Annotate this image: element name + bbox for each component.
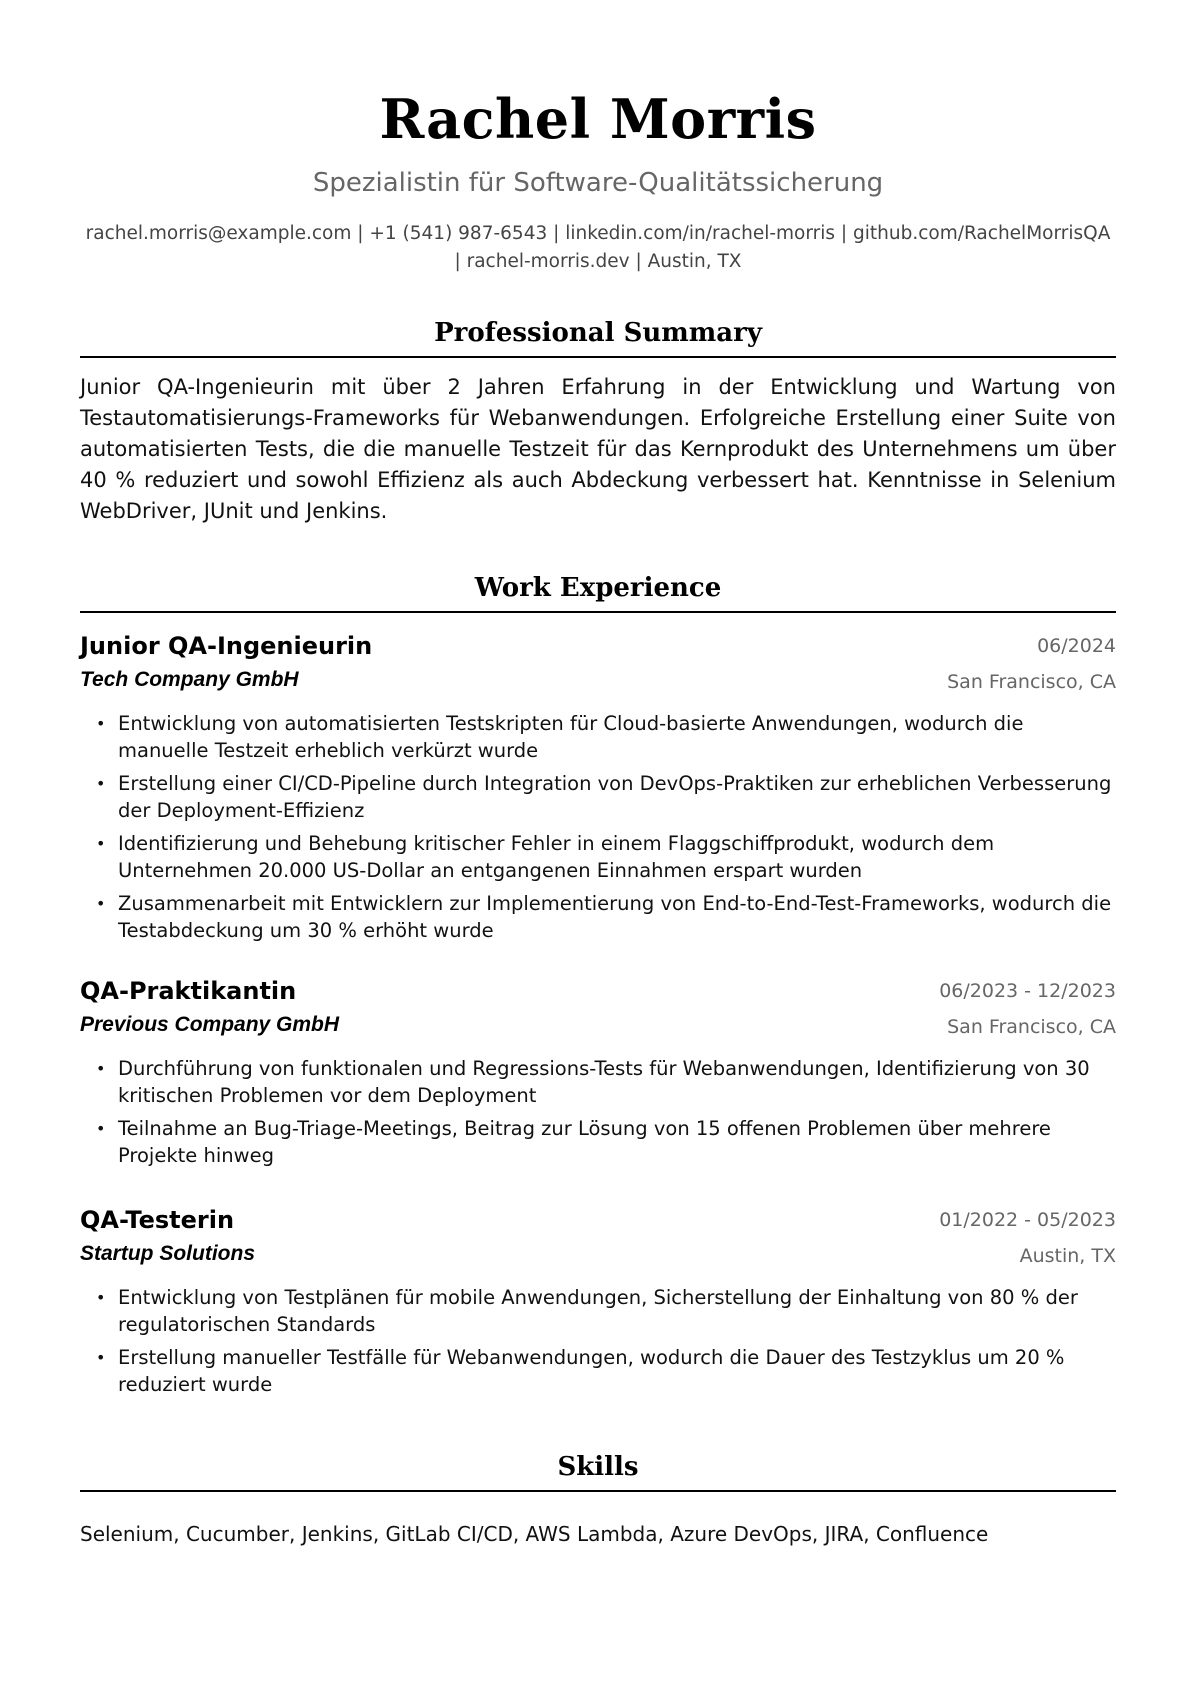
bullet-text: Entwicklung von Testplänen für mobile Anwendungen, Sicherstellung der Einhaltung von 80 % der regulatorischen Standards bbox=[118, 1286, 1078, 1336]
job-title: QA-Testerin bbox=[80, 1206, 235, 1234]
bullet-icon: • bbox=[96, 774, 106, 793]
bullet-text: Entwicklung von automatisierten Testskripten für Cloud-basierte Anwendungen, wodurch die manuelle Testzeit erheblich verkürzt wurde bbox=[118, 712, 1024, 762]
job-date: 01/2022 - 05/2023 bbox=[939, 1209, 1116, 1231]
job-location: San Francisco, CA bbox=[947, 671, 1116, 693]
bullet-text: Teilnahme an Bug-Triage-Meetings, Beitrag zur Lösung von 15 offenen Problemen über mehrere Projekte hinweg bbox=[118, 1117, 1051, 1167]
job-company: Startup Solutions bbox=[80, 1242, 255, 1265]
job-date: 06/2024 bbox=[1037, 635, 1116, 657]
bullet-text: Zusammenarbeit mit Entwicklern zur Implementierung von End-to-End-Test-Frameworks, wodurch die Testabdeckung um 30 % erhöht wurde bbox=[118, 892, 1112, 942]
bullet-text: Durchführung von funktionalen und Regressions-Tests für Webanwendungen, Identifizierung von 30 kritischen Problemen vor dem Deployment bbox=[118, 1057, 1090, 1107]
bullet-text: Erstellung einer CI/CD-Pipeline durch Integration von DevOps-Praktiken zur erheblichen Verbesserung der Deployment-Effizienz bbox=[118, 772, 1112, 822]
section-divider bbox=[80, 611, 1116, 613]
job-company: Tech Company GmbH bbox=[80, 668, 299, 691]
job-location: Austin, TX bbox=[1019, 1245, 1116, 1267]
contact-line: rachel.morris@example.com | +1 (541) 987-6543 | linkedin.com/in/rachel-morris | github.com/RachelMorrisQA bbox=[85, 223, 1111, 244]
bullet-icon: • bbox=[96, 1288, 106, 1307]
bullet-icon: • bbox=[96, 714, 106, 733]
bullet-icon: • bbox=[96, 1348, 106, 1367]
bullet-icon: • bbox=[96, 834, 106, 853]
contact-info bbox=[80, 220, 1116, 276]
experience-heading: Work Experience bbox=[474, 573, 722, 603]
bullet-icon: • bbox=[96, 894, 106, 913]
bullet-item bbox=[80, 770, 1116, 824]
bullet-item bbox=[80, 1115, 1116, 1169]
job-date: 06/2023 - 12/2023 bbox=[939, 980, 1116, 1002]
job-title: Junior QA-Ingenieurin bbox=[80, 632, 373, 660]
summary-text: Junior QA-Ingenieurin mit über 2 Jahren Erfahrung in der Entwicklung und Wartung von Testautomatisierungs-Frameworks für Webanwendungen. Erfolgreiche Erstellung einer Suite von automatisierten Tests, die die manuelle Testzeit für das Kernprodukt des Unternehmens um über 40 % reduziert und sowohl Effizienz als auch Abdeckung verbessert hat. Kenntnisse in Selenium WebDriver, JUnit und Jenkins. bbox=[80, 375, 1116, 523]
bullet-item bbox=[80, 830, 1116, 884]
summary-heading: Professional Summary bbox=[434, 318, 762, 348]
bullet-item bbox=[80, 710, 1116, 764]
skills-heading: Skills bbox=[557, 1452, 639, 1482]
skills-list: Selenium, Cucumber, Jenkins, GitLab CI/CD, AWS Lambda, Azure DevOps, JIRA, Confluence bbox=[80, 1522, 989, 1546]
job-bullets bbox=[80, 1284, 1116, 1404]
job-bullets bbox=[80, 710, 1116, 950]
bullet-item bbox=[80, 1344, 1116, 1398]
job-title: QA-Praktikantin bbox=[80, 977, 297, 1005]
bullet-icon: • bbox=[96, 1059, 106, 1078]
contact-line: | rachel-morris.dev | Austin, TX bbox=[454, 251, 742, 272]
job-company: Previous Company GmbH bbox=[80, 1013, 340, 1036]
candidate-title: Spezialistin für Software-Qualitätssicherung bbox=[312, 168, 884, 198]
bullet-item bbox=[80, 1284, 1116, 1338]
bullet-icon: • bbox=[96, 1119, 106, 1138]
bullet-text: Identifizierung und Behebung kritischer Fehler in einem Flaggschiffprodukt, wodurch dem Unternehmen 20.000 US-Dollar an entgangenen Einnahmen erspart wurden bbox=[118, 832, 995, 882]
section-divider bbox=[80, 1490, 1116, 1492]
candidate-name: Rachel Morris bbox=[379, 87, 817, 151]
job-location: San Francisco, CA bbox=[947, 1016, 1116, 1038]
bullet-text: Erstellung manueller Testfälle für Webanwendungen, wodurch die Dauer des Testzyklus um 20 % reduziert wurde bbox=[118, 1346, 1065, 1396]
section-divider bbox=[80, 356, 1116, 358]
bullet-item bbox=[80, 1055, 1116, 1109]
job-bullets bbox=[80, 1055, 1116, 1175]
bullet-item bbox=[80, 890, 1116, 944]
